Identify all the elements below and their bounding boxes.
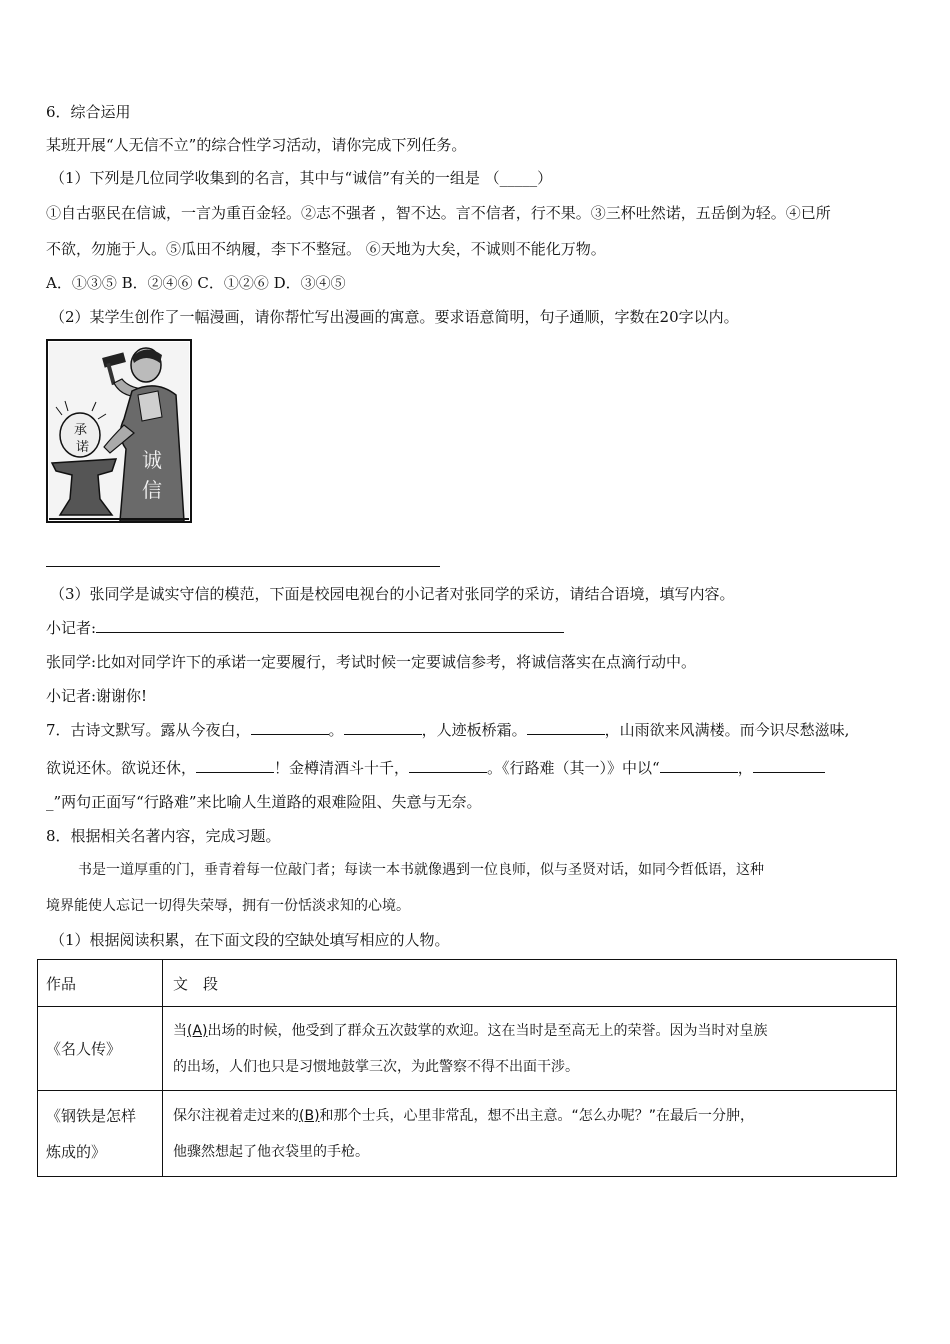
row-text-part: 的出场，人们也只是习惯地鼓掌三次，为此警察不得不出面干涉。 bbox=[173, 1058, 579, 1075]
q7-text: 。《行路难（其一）》中以“ bbox=[487, 759, 660, 777]
q8-passage-line2: 境界能使人忘记一切得失荣辱，拥有一份恬淡求知的心境。 bbox=[46, 898, 410, 914]
q7-blank-6[interactable] bbox=[660, 757, 738, 773]
table-row bbox=[38, 1007, 897, 1091]
apron-text-2: 信 bbox=[142, 478, 162, 502]
q7-blank-5[interactable] bbox=[409, 757, 487, 773]
q6-title: 6．综合运用 bbox=[46, 103, 131, 121]
cartoon-illustration bbox=[46, 339, 192, 523]
apron-text-1: 诚 bbox=[142, 448, 162, 472]
q6-sub2: （2）某学生创作了一幅漫画，请你帮忙写出漫画的寓意。要求语意简明，句子通顺，字数在20字以内。 bbox=[50, 308, 739, 326]
blank-a[interactable]: (A) bbox=[187, 1022, 208, 1039]
q7-blank-3[interactable] bbox=[527, 719, 605, 735]
row-work bbox=[38, 1091, 163, 1177]
header-text: 文 段 bbox=[163, 960, 897, 1007]
header-work: 作品 bbox=[38, 960, 163, 1007]
row-text-part: 和那个士兵，心里非常乱，想不出主意。“怎么办呢？”在最后一分肿， bbox=[319, 1107, 755, 1124]
q7-line3: _”两句正面写“行路难”来比喻人生道路的艰难险阻、失意与无奈。 bbox=[46, 793, 482, 811]
q7-text: 。 bbox=[328, 721, 344, 739]
q7-blank-1[interactable] bbox=[251, 719, 329, 735]
q7-blank-2[interactable] bbox=[344, 719, 422, 735]
q6-intro: 某班开展“人无信不立”的综合性学习活动，请你完成下列任务。 bbox=[46, 136, 467, 154]
bag-text-1: 承 bbox=[74, 423, 88, 438]
q7-line2 bbox=[46, 757, 825, 779]
q6-quotes-line2: 不欲，勿施于人。⑤瓜田不纳履，李下不整冠。 ⑥天地为大矣，不诚则不能化万物。 bbox=[46, 240, 606, 258]
q7-line1 bbox=[46, 719, 849, 741]
row-work: 《名人传》 bbox=[38, 1007, 163, 1091]
table-header-row bbox=[38, 960, 897, 1007]
q7-blank-7[interactable] bbox=[753, 757, 825, 773]
q7-text: ，人迹板桥霜。 bbox=[421, 721, 527, 739]
q7-blank-4[interactable] bbox=[196, 757, 274, 773]
q7-text: ， bbox=[737, 759, 753, 777]
q7-text: ！金樽清酒斗十千， bbox=[274, 759, 410, 777]
reporter-thanks: 小记者:谢谢你! bbox=[46, 687, 148, 705]
q7-text: 欲说还休。欲说还休， bbox=[46, 759, 197, 777]
q6-options: A．①③⑤ B．②④⑥ C．①②⑥ D．③④⑤ bbox=[46, 274, 346, 292]
works-table bbox=[37, 959, 897, 1177]
row-work-line: 炼成的》 bbox=[46, 1142, 107, 1161]
q6-sub3: （3）张同学是诚实守信的模范，下面是校园电视台的小记者对张同学的采访，请结合语境，填写内容。 bbox=[50, 585, 735, 603]
reporter-blank[interactable] bbox=[96, 617, 564, 633]
q8-title: 8．根据相关名著内容，完成习题。 bbox=[46, 827, 281, 845]
table-row bbox=[38, 1091, 897, 1177]
blank-b[interactable]: (B) bbox=[299, 1107, 320, 1124]
row-text-part: 当 bbox=[173, 1022, 187, 1039]
reporter-label: 小记者: bbox=[46, 619, 97, 637]
zhang-answer: 张同学:比如对同学许下的承诺一定要履行，考试时候一定要诚信参考，将诚信落实在点滴行动中。 bbox=[46, 653, 697, 671]
answer-line bbox=[46, 566, 440, 567]
q6-quotes-line1: ①自古驱民在信诚，一言为重百金轻。②志不强者 ，智不达。言不信者，行不果。③三杯吐然诺，五岳倒为轻。④已所 bbox=[46, 204, 831, 222]
q8-passage-line1: 书是一道厚重的门，垂青着每一位敲门者；每读一本书就像遇到一位良师，似与圣贤对话，如同今哲低语，这种 bbox=[78, 862, 764, 878]
row-text bbox=[163, 1091, 897, 1177]
q8-sub1: （1）根据阅读积累，在下面文段的空缺处填写相应的人物。 bbox=[50, 931, 450, 949]
q7-text: 7．古诗文默写。露从今夜白， bbox=[46, 721, 251, 739]
reporter-question-line bbox=[46, 617, 564, 639]
bag-text-2: 诺 bbox=[76, 440, 90, 455]
q7-text: ，山雨欲来风满楼。而今识尽愁滋味, bbox=[604, 721, 850, 739]
q6-sub1: （1）下列是几位同学收集到的名言，其中与“诚信”有关的一组是 （_____） bbox=[50, 169, 553, 187]
row-text bbox=[163, 1007, 897, 1091]
row-work-line: 《钢铁是怎样 bbox=[46, 1106, 137, 1125]
row-text-part: 他骤然想起了他衣袋里的手枪。 bbox=[173, 1143, 369, 1160]
row-text-part: 保尔注视着走过来的 bbox=[173, 1107, 299, 1124]
row-text-part: 出场的时候，他受到了群众五次鼓掌的欢迎。这在当时是至高无上的荣誉。因为当时对皇族 bbox=[207, 1022, 768, 1039]
